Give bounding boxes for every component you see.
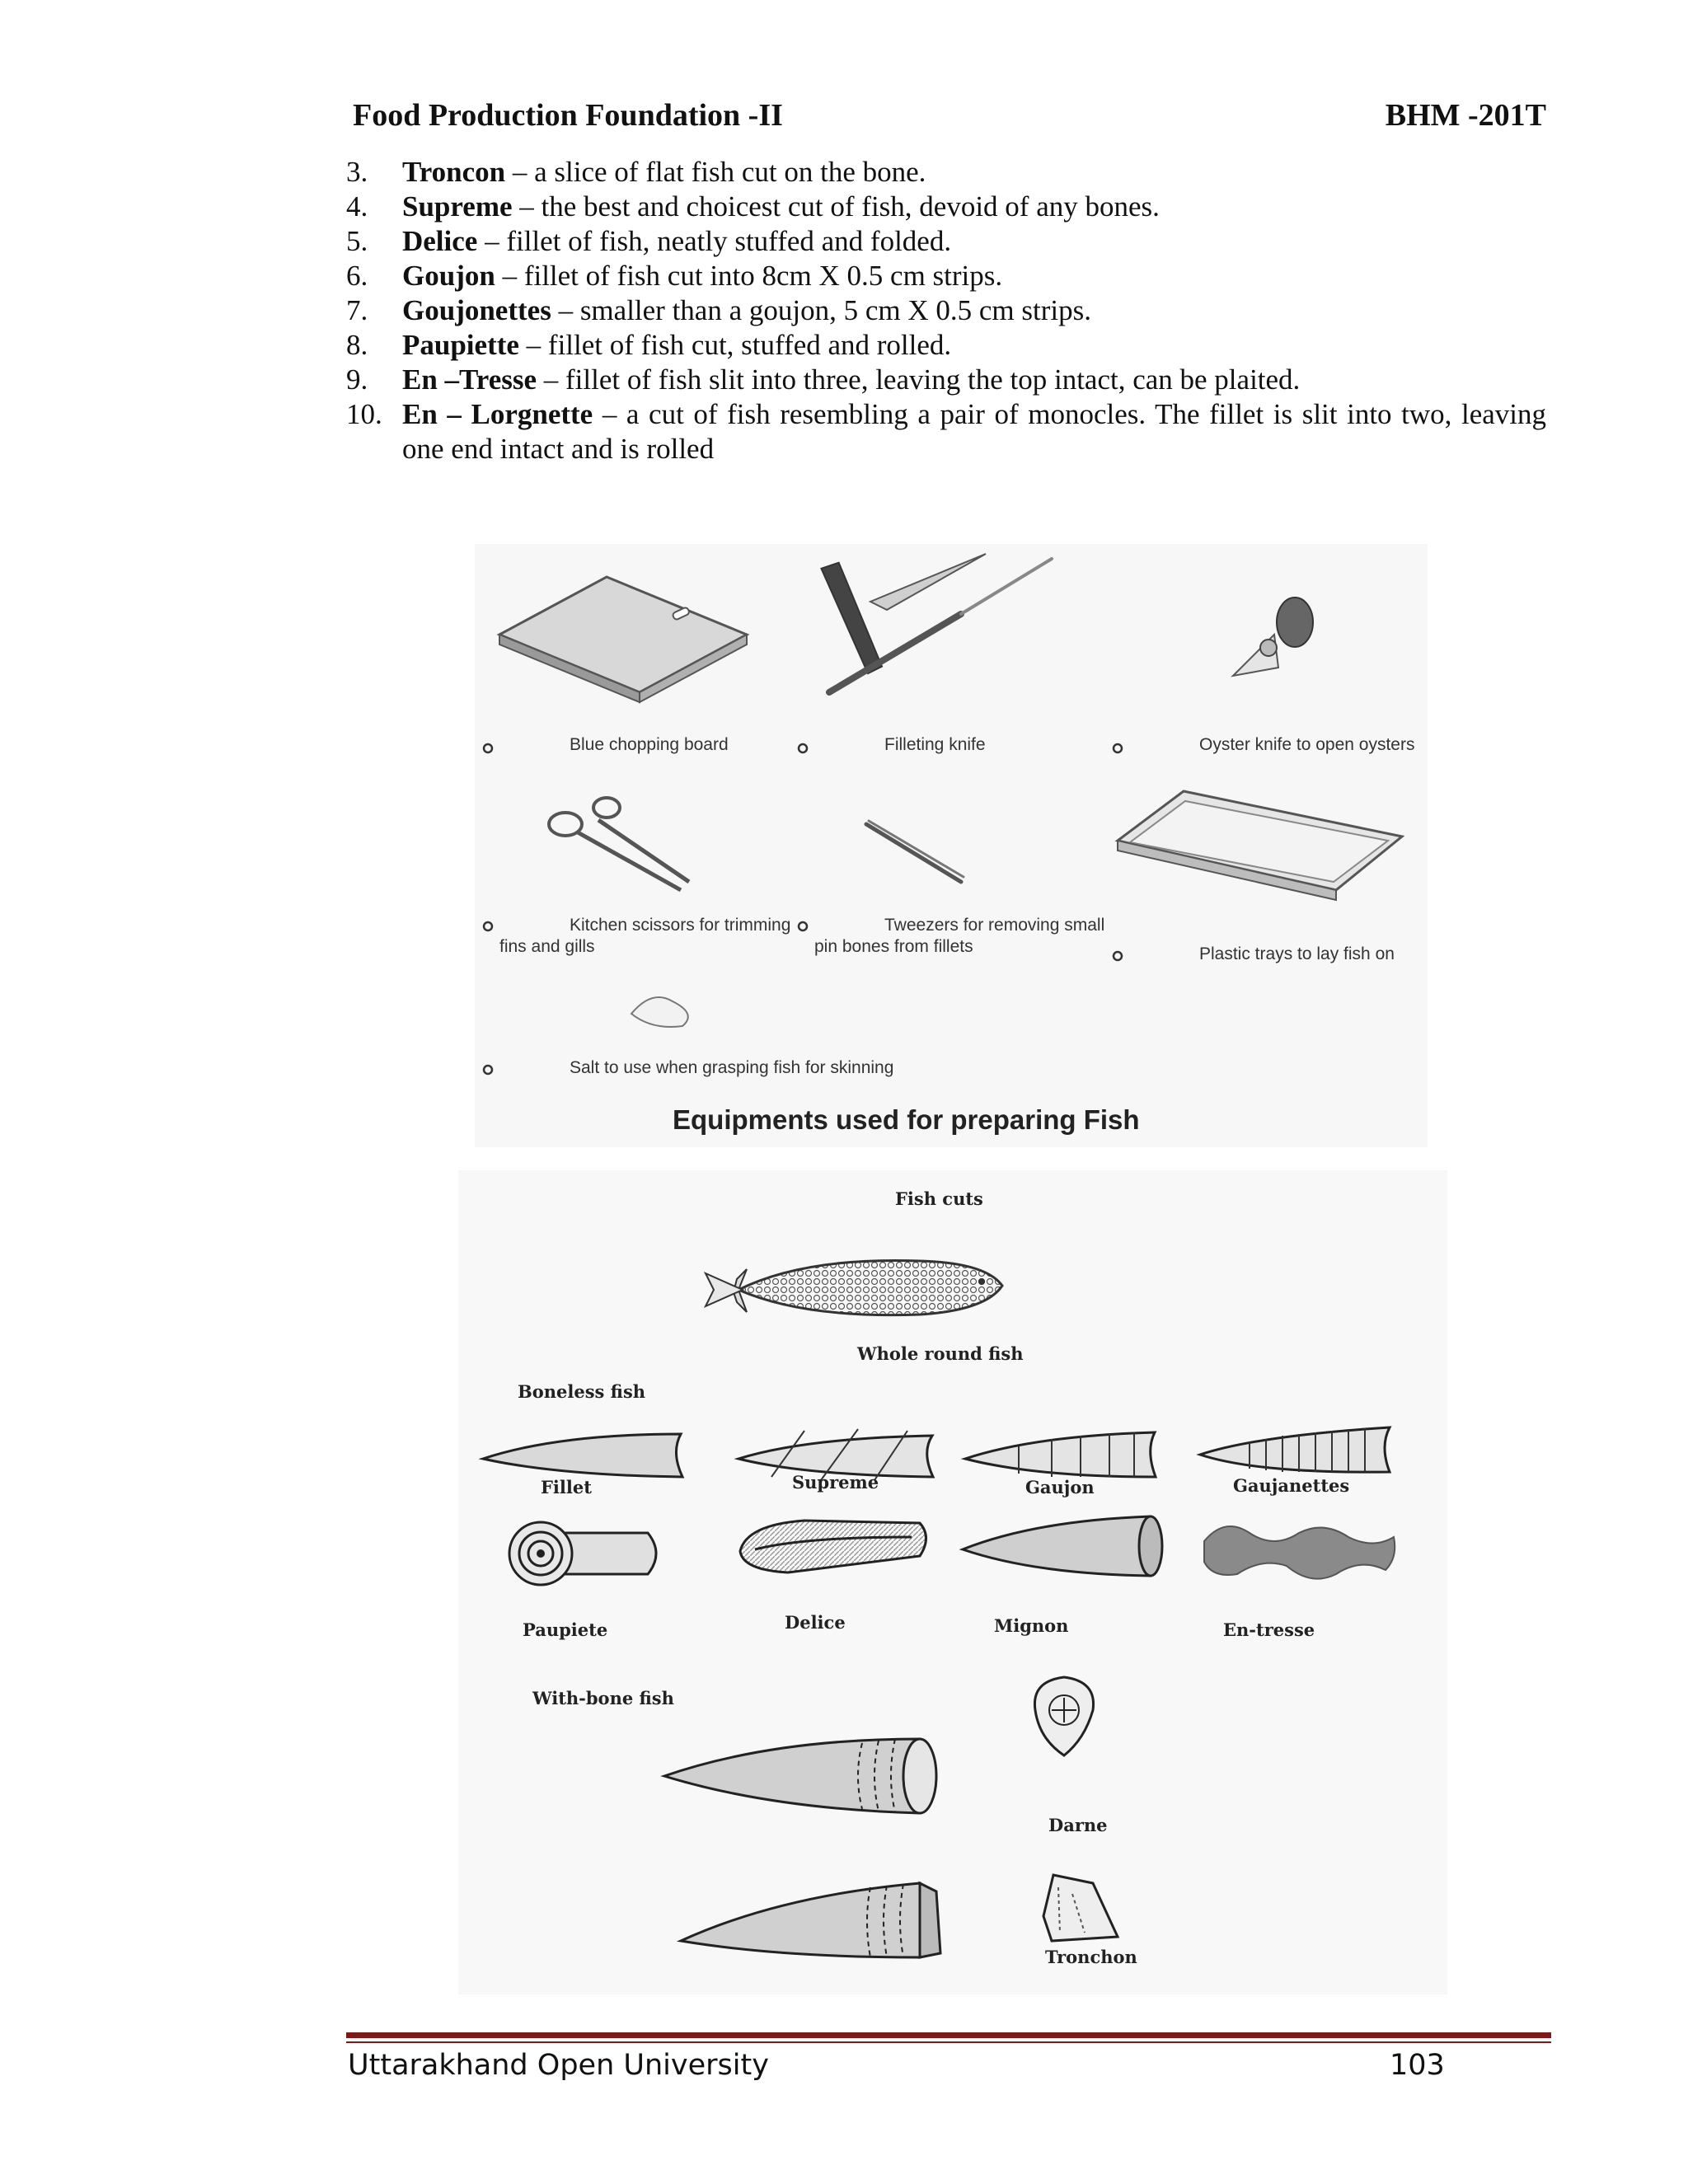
item-definition: – a slice of flat fish cut on the bone.: [505, 156, 926, 188]
tronchon-fish-body-icon: [681, 1883, 940, 1957]
goujon-cut-icon: [965, 1432, 1156, 1477]
running-header-title: Food Production Foundation -II: [353, 98, 783, 133]
item-definition: – fillet of fish cut, stuffed and rolled.: [518, 329, 952, 361]
list-item: [346, 259, 1546, 293]
item-term: Goujonettes: [402, 294, 551, 326]
label-whole-round-fish: Whole round fish: [857, 1343, 1024, 1364]
label-kitchen-scissors: Kitchen scissors for trimming fins and gills: [499, 916, 791, 956]
item-number: 6.: [346, 260, 368, 292]
mignon-cut-icon: [963, 1516, 1162, 1576]
item-term: En – Lorgnette: [402, 398, 593, 430]
equipment-figure: [475, 544, 1428, 1147]
paupiette-cut-icon: [509, 1522, 656, 1585]
label-salt: Salt to use when grasping fish for skinning: [570, 1058, 894, 1077]
equipment-illustrations: [475, 544, 1428, 1147]
label-filleting-knife: Filleting knife: [884, 735, 986, 754]
en-tresse-cut-icon: [1204, 1526, 1395, 1579]
darne-cut-icon: [1034, 1677, 1093, 1755]
goujonettes-cut-icon: [1200, 1427, 1390, 1472]
item-term: Delice: [402, 225, 478, 257]
item-number: 3.: [346, 156, 368, 188]
list-item: [346, 397, 1546, 466]
label-darne: Darne: [1048, 1815, 1108, 1835]
label-mignon: Mignon: [994, 1615, 1069, 1636]
with-bone-fish-heading: With-bone fish: [532, 1688, 674, 1708]
label-chopping-board: Blue chopping board: [570, 735, 729, 754]
label-paupiete: Paupiete: [523, 1619, 608, 1640]
label-delice: Delice: [785, 1612, 846, 1633]
label-en-tresse: En-tresse: [1223, 1619, 1315, 1640]
item-number: 8.: [346, 329, 368, 361]
equipment-figure-caption: Equipments used for preparing Fish: [673, 1104, 1140, 1135]
salt-icon: [631, 997, 688, 1027]
list-item: [346, 328, 1546, 363]
list-item: [346, 155, 1546, 190]
fish-cuts-title: Fish cuts: [895, 1188, 983, 1209]
item-definition: – the best and choicest cut of fish, devoid of any bones.: [512, 190, 1160, 223]
darne-fish-body-icon: [664, 1739, 936, 1813]
label-gaujanettes: Gaujanettes: [1233, 1475, 1350, 1496]
label-plastic-trays: Plastic trays to lay fish on: [1199, 944, 1395, 963]
item-number: 9.: [346, 363, 368, 396]
item-number: 5.: [346, 225, 368, 257]
label-gaujon: Gaujon: [1025, 1477, 1095, 1497]
whole-round-fish-icon: [706, 1260, 1002, 1315]
fish-cuts-list: [346, 155, 1546, 466]
label-tronchon: Tronchon: [1045, 1947, 1137, 1967]
page-number: 103: [1390, 2049, 1445, 2082]
item-term: En –Tresse: [402, 363, 537, 396]
item-term: Goujon: [402, 260, 495, 292]
list-item: [346, 190, 1546, 224]
label-oyster-knife: Oyster knife to open oysters: [1199, 735, 1415, 754]
chopping-board-icon: [499, 577, 747, 702]
item-term: Paupiette: [402, 329, 519, 361]
item-definition: – fillet of fish slit into three, leaving the top intact, can be plaited.: [537, 363, 1301, 396]
list-item: [346, 224, 1546, 259]
item-definition: – fillet of fish cut into 8cm X 0.5 cm strips.: [495, 260, 1003, 292]
label-fillet: Fillet: [541, 1477, 592, 1497]
label-tweezers: Tweezers for removing small pin bones from fillets: [814, 916, 1105, 956]
label-supreme: Supreme: [792, 1472, 879, 1493]
item-definition: – a cut of fish resembling a pair of monocles. The fillet is slit into two, leaving one end intact and is rolled: [402, 398, 1546, 465]
item-term: Supreme: [402, 190, 513, 223]
tronchon-cut-icon: [1043, 1875, 1118, 1941]
oyster-knife-icon: [1233, 598, 1313, 676]
delice-cut-icon: [740, 1521, 926, 1572]
item-number: 7.: [346, 294, 368, 326]
item-term: Troncon: [402, 156, 506, 188]
filleting-knife-icon: [792, 554, 1052, 692]
list-item: [346, 363, 1546, 397]
footer-university: Uttarakhand Open University: [348, 2049, 769, 2082]
bullet-markers: [484, 744, 1122, 1074]
footer-rule-thin: [346, 2041, 1551, 2043]
list-item: [346, 293, 1546, 328]
item-definition: – smaller than a goujon, 5 cm X 0.5 cm strips.: [551, 294, 1091, 326]
plastic-tray-icon: [1118, 791, 1402, 900]
fish-cuts-figure: [458, 1170, 1447, 1994]
fish-cuts-illustrations: [458, 1170, 1447, 1994]
tweezers-icon: [866, 821, 964, 882]
item-number: 4.: [346, 190, 368, 223]
kitchen-scissors-icon: [549, 798, 689, 890]
running-header-course-code: BHM -201T: [1385, 98, 1546, 133]
item-definition: – fillet of fish, neatly stuffed and folded.: [477, 225, 952, 257]
boneless-fish-heading: Boneless fish: [518, 1381, 646, 1402]
fillet-cut-icon: [483, 1434, 682, 1477]
item-number: 10.: [346, 398, 382, 430]
footer-rule: [346, 2032, 1551, 2038]
